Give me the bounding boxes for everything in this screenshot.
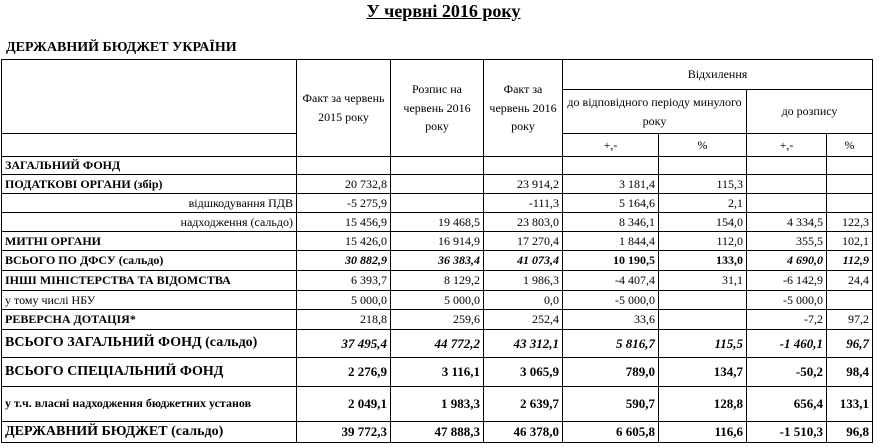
cell-dev-plan: 4 690,0 <box>747 251 827 271</box>
table-row-total-dfs <box>2 251 873 271</box>
page-title: У червні 2016 року <box>366 1 521 21</box>
cell-dev-prev: 3 181,4 <box>563 175 659 194</box>
cell-dev-prev: 6 605,8 <box>563 422 659 443</box>
row-label: ІНШІ МІНІСТЕРСТВА ТА ВІДОМСТВА <box>2 271 297 291</box>
cell-plan-2016: 1 983,3 <box>391 387 484 422</box>
cell-plan-2016 <box>391 175 484 194</box>
cell-pct-plan <box>827 175 873 194</box>
cell-pct-prev <box>659 310 747 330</box>
cell-plan-2016 <box>391 157 484 175</box>
cell-fact-2016: -111,3 <box>484 194 563 213</box>
cell-pct-plan: 96,8 <box>827 422 873 443</box>
cell-dev-prev: 789,0 <box>563 358 659 387</box>
cell-dev-prev: -4 407,4 <box>563 271 659 291</box>
header-fact-2016: Факт за червень 2016 року <box>484 60 563 157</box>
header-plan-2016: Розпис на червень 2016 року <box>391 60 484 157</box>
header-to-plan: до розпису <box>747 90 873 134</box>
cell-fact-2015: 15 426,0 <box>297 232 391 251</box>
cell-dev-plan <box>747 194 827 213</box>
cell-pct-plan: 102,1 <box>827 232 873 251</box>
cell-dev-prev: 33,6 <box>563 310 659 330</box>
row-label: ВСЬОГО СПЕЦІАЛЬНИЙ ФОНД <box>2 358 297 387</box>
cell-fact-2015: 37 495,4 <box>297 330 391 358</box>
cell-pct-prev: 112,0 <box>659 232 747 251</box>
cell-fact-2016: 41 073,4 <box>484 251 563 271</box>
cell-fact-2015: 6 393,7 <box>297 271 391 291</box>
table-row-reverse-subsidy <box>2 310 873 330</box>
row-label: ДЕРЖАВНИЙ БЮДЖЕТ (сальдо) <box>2 422 297 443</box>
cell-pct-prev <box>659 291 747 310</box>
row-label: надходження (сальдо) <box>2 213 297 232</box>
row-label: МИТНІ ОРГАНИ <box>2 232 297 251</box>
cell-plan-2016: 16 914,9 <box>391 232 484 251</box>
cell-fact-2016: 0,0 <box>484 291 563 310</box>
cell-pct-prev: 116,6 <box>659 422 747 443</box>
header-fact-2015: Факт за червень 2015 року <box>297 60 391 157</box>
cell-pct-plan: 98,4 <box>827 358 873 387</box>
cell-dev-plan: -1 510,3 <box>747 422 827 443</box>
cell-dev-prev: 10 190,5 <box>563 251 659 271</box>
cell-dev-plan: -1 460,1 <box>747 330 827 358</box>
row-label: РЕВЕРСНА ДОТАЦІЯ* <box>2 310 297 330</box>
header-pct-prev: % <box>659 134 747 157</box>
cell-plan-2016 <box>391 194 484 213</box>
cell-dev-prev: 1 844,4 <box>563 232 659 251</box>
cell-pct-plan: 122,3 <box>827 213 873 232</box>
cell-pct-prev: 115,3 <box>659 175 747 194</box>
cell-dev-plan <box>747 175 827 194</box>
cell-fact-2015: 5 000,0 <box>297 291 391 310</box>
cell-fact-2015: 20 732,8 <box>297 175 391 194</box>
cell-dev-plan: 355,5 <box>747 232 827 251</box>
cell-pct-prev <box>659 157 747 175</box>
cell-dev-plan: -7,2 <box>747 310 827 330</box>
header-pct-plan: % <box>827 134 873 157</box>
cell-fact-2015: 2 276,9 <box>297 358 391 387</box>
cell-dev-plan: -5 000,0 <box>747 291 827 310</box>
row-label-note: (збір) <box>130 176 163 191</box>
cell-fact-2016: 1 986,3 <box>484 271 563 291</box>
row-label <box>2 175 297 194</box>
cell-plan-2016: 3 116,1 <box>391 358 484 387</box>
cell-pct-plan: 112,9 <box>827 251 873 271</box>
cell-fact-2015: 30 882,9 <box>297 251 391 271</box>
table-row-vat-refund <box>2 194 873 213</box>
cell-plan-2016: 8 129,2 <box>391 271 484 291</box>
table-row-total-general-fund <box>2 330 873 358</box>
cell-fact-2015 <box>297 157 391 175</box>
cell-pct-plan <box>827 157 873 175</box>
header-deviation: Відхилення <box>563 60 873 90</box>
table-row-tax-authorities <box>2 175 873 194</box>
cell-fact-2016: 23 914,2 <box>484 175 563 194</box>
cell-fact-2015: 2 049,1 <box>297 387 391 422</box>
cell-fact-2016 <box>484 157 563 175</box>
table-row-revenue-balance <box>2 213 873 232</box>
table-row-customs <box>2 232 873 251</box>
cell-fact-2016: 17 270,4 <box>484 232 563 251</box>
cell-dev-prev: 5 816,7 <box>563 330 659 358</box>
header-pm-plan: +,- <box>747 134 827 157</box>
cell-fact-2015: -5 275,9 <box>297 194 391 213</box>
cell-pct-prev: 128,8 <box>659 387 747 422</box>
cell-plan-2016: 36 383,4 <box>391 251 484 271</box>
cell-plan-2016: 19 468,5 <box>391 213 484 232</box>
cell-fact-2015: 39 772,3 <box>297 422 391 443</box>
header-pm-prev: +,- <box>563 134 659 157</box>
cell-pct-plan: 133,1 <box>827 387 873 422</box>
budget-table <box>1 59 873 443</box>
cell-pct-plan <box>827 291 873 310</box>
cell-fact-2015: 15 456,9 <box>297 213 391 232</box>
table-row-general-fund <box>2 157 873 175</box>
cell-pct-plan <box>827 194 873 213</box>
row-label: ВСЬОГО ПО ДФСУ (сальдо) <box>2 251 297 271</box>
cell-plan-2016: 259,6 <box>391 310 484 330</box>
cell-pct-plan: 97,2 <box>827 310 873 330</box>
cell-dev-prev: 590,7 <box>563 387 659 422</box>
cell-pct-prev: 31,1 <box>659 271 747 291</box>
cell-pct-plan: 96,7 <box>827 330 873 358</box>
row-label: ВСЬОГО ЗАГАЛЬНИЙ ФОНД (сальдо) <box>2 330 297 358</box>
table-row-other-ministries <box>2 271 873 291</box>
cell-dev-plan: 4 334,5 <box>747 213 827 232</box>
header-empty-cell <box>2 60 297 134</box>
cell-dev-prev <box>563 157 659 175</box>
cell-fact-2016: 23 803,0 <box>484 213 563 232</box>
table-row-state-budget <box>2 422 873 443</box>
cell-fact-2016: 43 312,1 <box>484 330 563 358</box>
cell-plan-2016: 47 888,3 <box>391 422 484 443</box>
cell-dev-plan: -6 142,9 <box>747 271 827 291</box>
row-label: у тому числі НБУ <box>2 291 297 310</box>
cell-dev-plan <box>747 157 827 175</box>
cell-pct-prev: 115,5 <box>659 330 747 358</box>
cell-plan-2016: 5 000,0 <box>391 291 484 310</box>
table-subtitle: ДЕРЖАВНИЙ БЮДЖЕТ УКРАЇНИ <box>6 40 237 55</box>
row-label: у т.ч. власні надходження бюджетних установ <box>2 387 297 422</box>
header-prev-period: до відповідного періоду минулого року <box>563 90 747 134</box>
header-empty-cell <box>2 134 297 157</box>
cell-fact-2016: 3 065,9 <box>484 358 563 387</box>
cell-plan-2016: 44 772,2 <box>391 330 484 358</box>
cell-pct-prev: 133,0 <box>659 251 747 271</box>
cell-dev-plan: -50,2 <box>747 358 827 387</box>
row-label: відшкодування ПДВ <box>2 194 297 213</box>
cell-fact-2016: 252,4 <box>484 310 563 330</box>
cell-dev-prev: -5 000,0 <box>563 291 659 310</box>
row-label-text: ПОДАТКОВІ ОРГАНИ <box>5 176 131 191</box>
cell-fact-2015: 218,8 <box>297 310 391 330</box>
cell-pct-prev: 154,0 <box>659 213 747 232</box>
table-row-nbu <box>2 291 873 310</box>
cell-pct-plan: 24,4 <box>827 271 873 291</box>
cell-pct-prev: 134,7 <box>659 358 747 387</box>
table-row-total-special-fund <box>2 358 873 387</box>
cell-fact-2016: 2 639,7 <box>484 387 563 422</box>
cell-dev-plan: 656,4 <box>747 387 827 422</box>
cell-dev-prev: 8 346,1 <box>563 213 659 232</box>
row-label: ЗАГАЛЬНИЙ ФОНД <box>2 157 297 175</box>
cell-dev-prev: 5 164,6 <box>563 194 659 213</box>
cell-fact-2016: 46 378,0 <box>484 422 563 443</box>
header-row-1 <box>2 60 873 90</box>
table-row-own-revenues <box>2 387 873 422</box>
cell-pct-prev: 2,1 <box>659 194 747 213</box>
